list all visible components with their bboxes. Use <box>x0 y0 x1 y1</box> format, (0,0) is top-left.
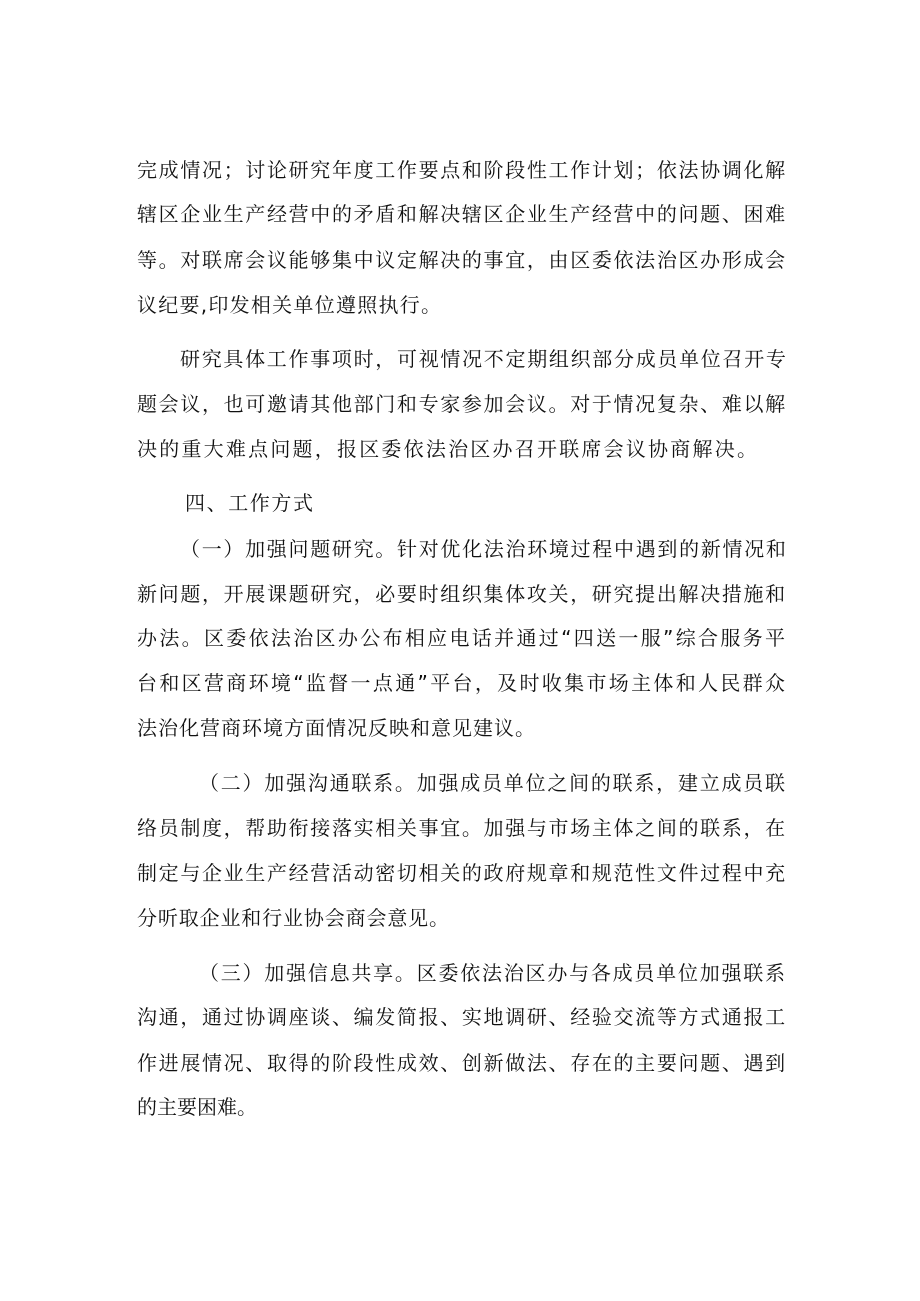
text-line <box>0 763 920 803</box>
line-text: 络员制度，帮助衔接落实相关事宜。加强与市场主体之间的联系，在 <box>137 816 787 840</box>
line-text: 决的重大难点问题，报区委依法治区办召开联席会议协商解决。 <box>137 437 760 461</box>
line-text: 办法。区委依法治区办公布相应电话并通过“四送一服”综合服务平 <box>137 626 788 650</box>
line-text: 的主要困难。 <box>137 1095 257 1119</box>
text-line <box>0 663 920 703</box>
section-heading <box>0 483 920 523</box>
text-line <box>0 997 920 1037</box>
line-text: 制定与企业生产经营活动密切相关的政府规章和规范性文件过程中充 <box>137 861 787 885</box>
line-text: （三）加强信息共享。区委依法治区办与各成员单位加强联系 <box>199 961 787 985</box>
line-text: 作进展情况、取得的阶段性成效、创新做法、存在的主要问题、遇到 <box>137 1051 787 1075</box>
text-line <box>0 339 920 379</box>
text-line <box>0 529 920 569</box>
text-line <box>0 808 920 848</box>
text-line <box>0 708 920 748</box>
line-text: 议纪要,印发相关单位遵照执行。 <box>137 293 443 317</box>
text-line <box>0 953 920 993</box>
line-text: 法治化营商环境方面情况反映和意见建议。 <box>137 716 536 740</box>
line-text: 研究具体工作事项时，可视情况不定期组织部分成员单位召开专 <box>180 347 788 371</box>
line-text: 题会议，也可邀请其他部门和专家参加会议。对于情况复杂、难以解 <box>137 392 787 416</box>
line-text: 新问题，开展课题研究，必要时组织集体攻关，研究提出解决措施和 <box>137 582 787 606</box>
line-text: 完成情况；讨论研究年度工作要点和阶段性工作计划；依法协调化解 <box>137 158 787 182</box>
text-line <box>0 240 920 280</box>
line-text: 等。对联席会议能够集中议定解决的事宜，由区委依法治区办形成会 <box>137 248 787 272</box>
text-line <box>0 574 920 614</box>
text-line <box>0 1043 920 1083</box>
text-line <box>0 618 920 658</box>
text-line <box>0 853 920 893</box>
line-text: 辖区企业生产经营中的矛盾和解决辖区企业生产经营中的问题、困难 <box>137 202 787 226</box>
line-text: 分听取企业和行业协会商会意见。 <box>137 906 450 930</box>
line-text: （一）加强问题研究。针对优化法治环境过程中遇到的新情况和 <box>180 537 788 561</box>
text-line <box>0 429 920 469</box>
text-line <box>0 150 920 190</box>
line-text: 台和区营商环境“监督一点通”平台，及时收集市场主体和人民群众 <box>137 671 788 695</box>
line-text: （二）加强沟通联系。加强成员单位之间的联系，建立成员联 <box>199 771 787 795</box>
text-line <box>0 285 920 325</box>
line-text: 沟通，通过协调座谈、编发简报、实地调研、经验交流等方式通报工 <box>137 1005 787 1029</box>
text-line <box>0 384 920 424</box>
heading-text: 四、工作方式 <box>185 491 315 515</box>
text-line <box>0 194 920 234</box>
text-line <box>0 1087 920 1127</box>
text-line <box>0 898 920 938</box>
